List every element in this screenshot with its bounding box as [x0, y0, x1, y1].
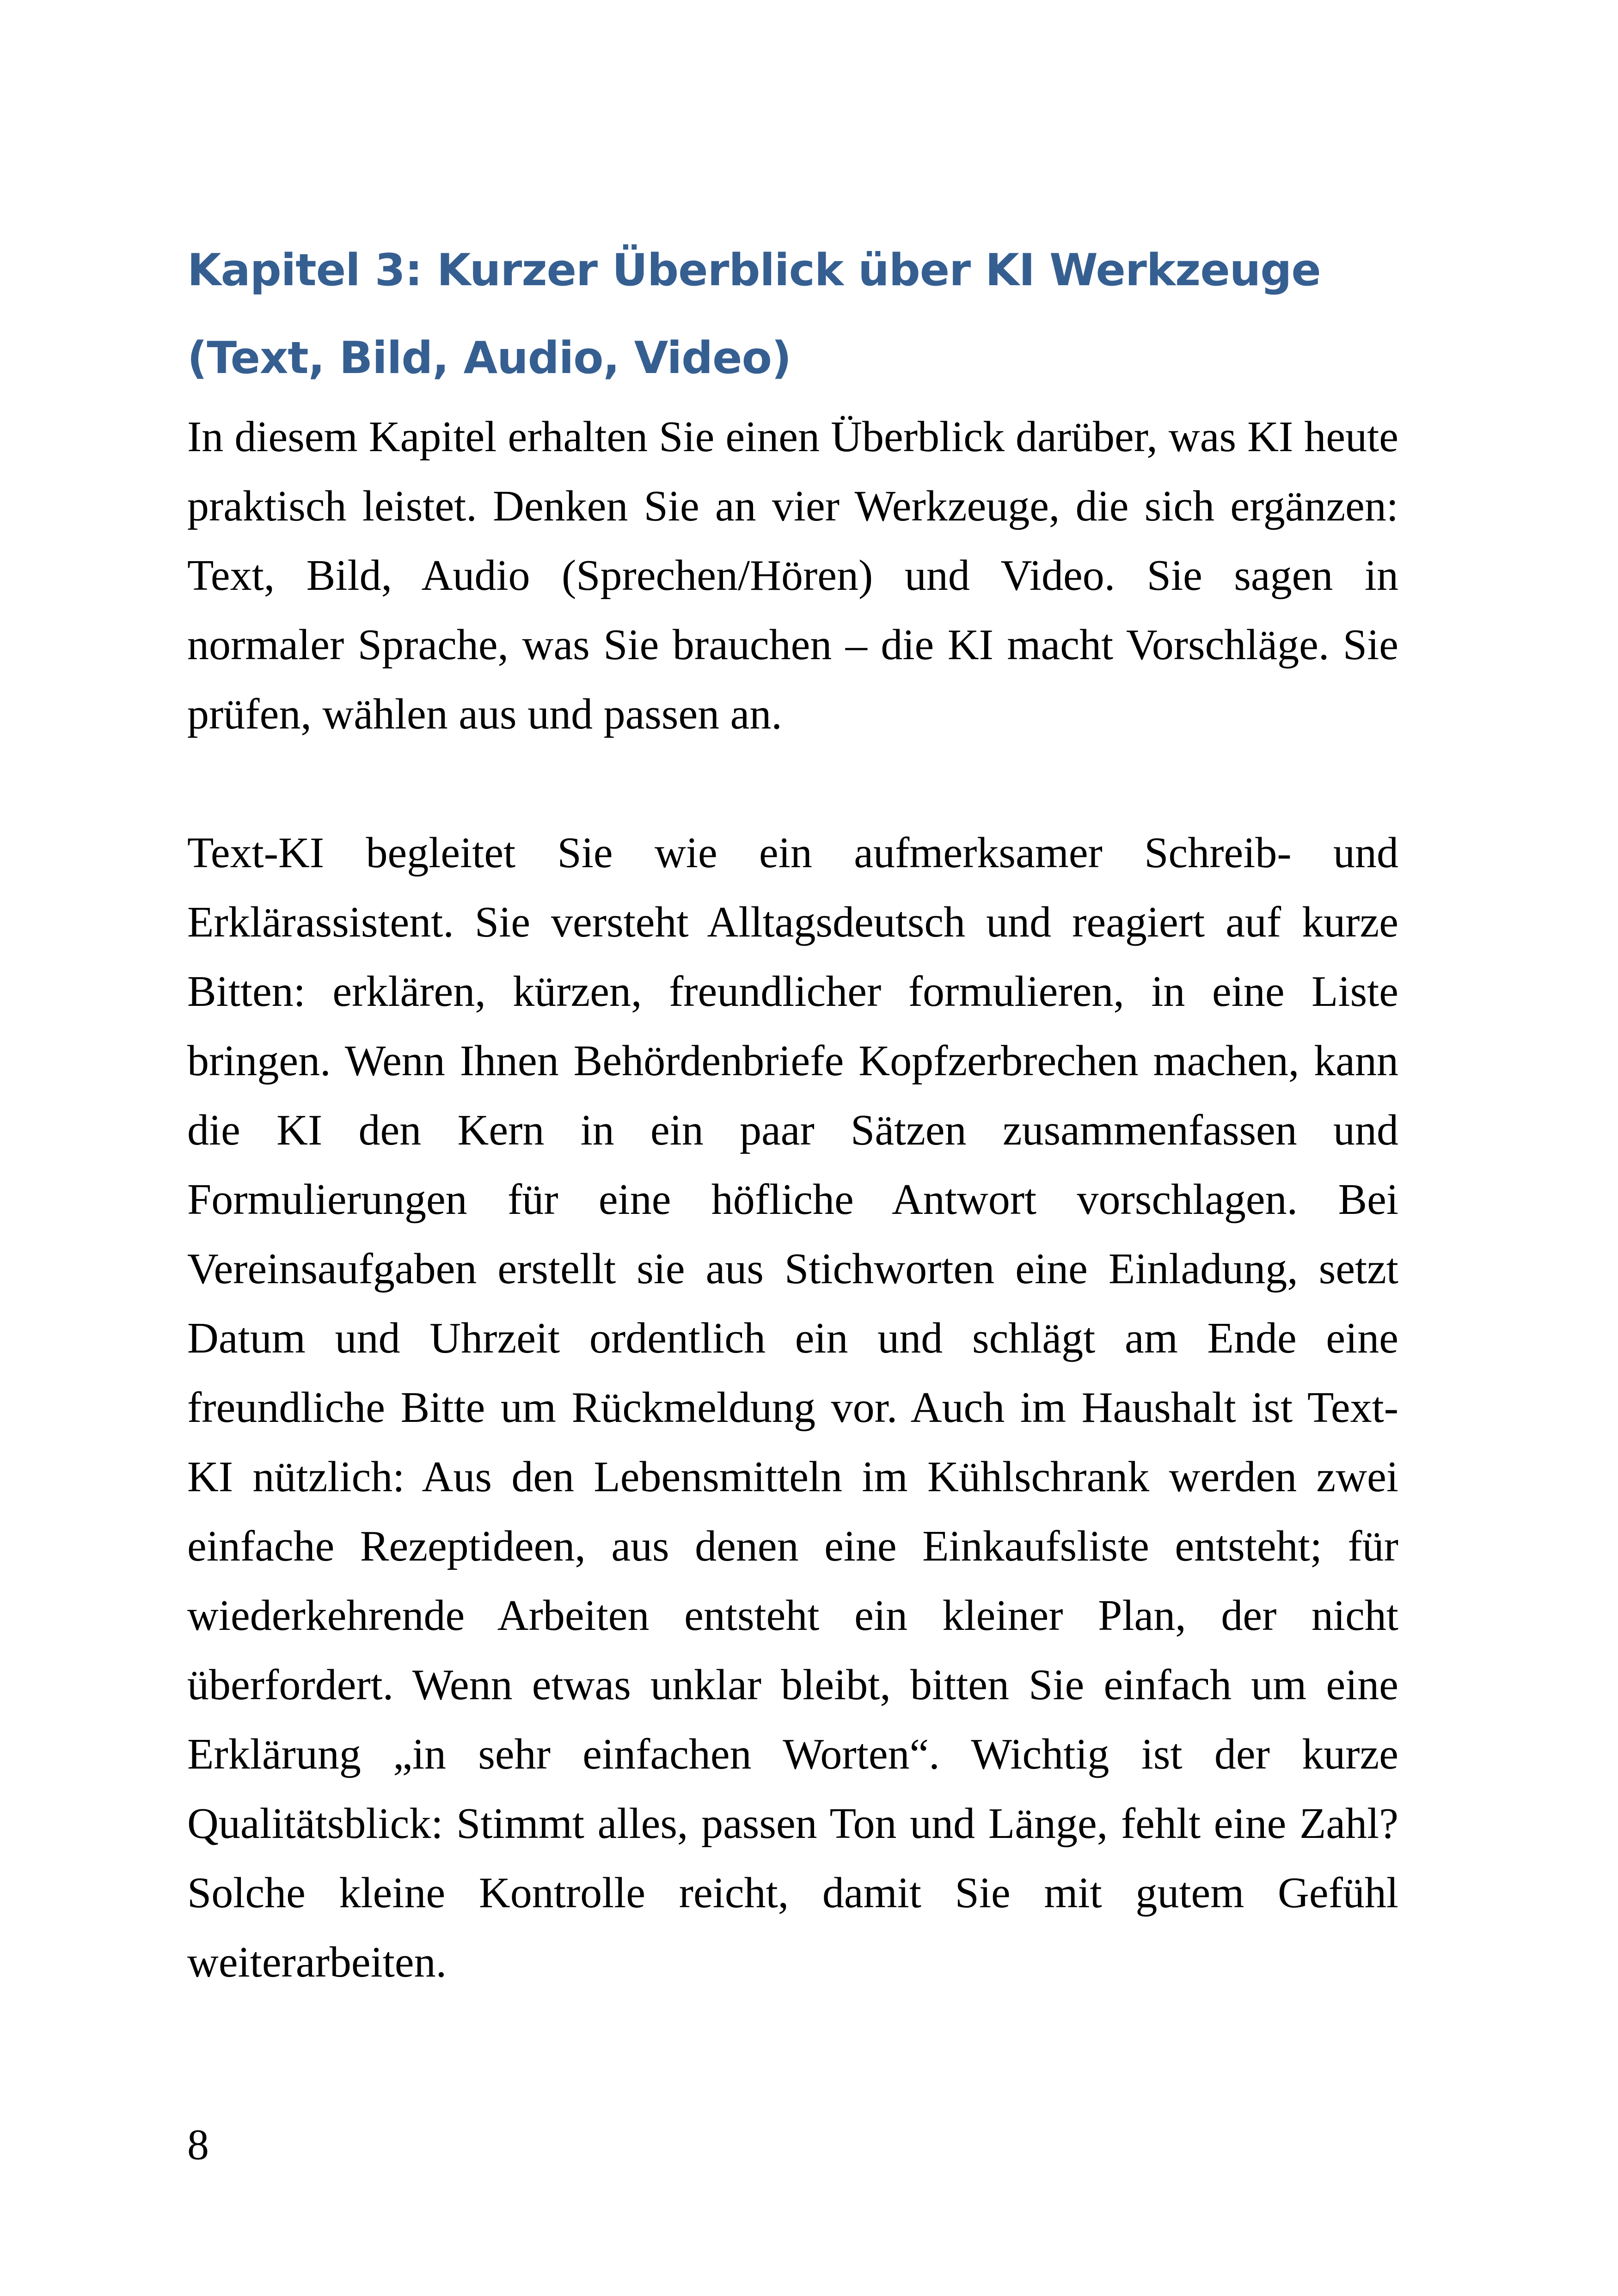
intro-paragraph: In diesem Kapitel erhalten Sie einen Überblick darüber, was KI heute praktisch leistet. Denken Sie an vier Werkzeuge, die sich ergänzen: Text, Bild, Audio (Sprechen/Hören) und Video. Sie sagen in normaler Sprache, was Sie brauchen – die KI macht Vorschläge. Sie prüfen, wählen aus und passen an.	[187, 413, 1398, 738]
page-content	[187, 227, 1398, 1997]
page-number: 8	[187, 2121, 209, 2169]
chapter-heading: Kapitel 3: Kurzer Überblick über KI Werkzeuge (Text, Bild, Audio, Video)	[187, 245, 1321, 384]
text-ki-paragraph: Text-KI begleitet Sie wie ein aufmerksamer Schreib- und Erklärassistent. Sie versteht Alltagsdeutsch und reagiert auf kurze Bitten: erklären, kürzen, freundlicher formulieren, in eine Liste bringen. Wenn Ihnen Behördenbriefe Kopfzerbrechen machen, kann die KI den Kern in ein paar Sätzen zusammenfassen und Formulierungen für eine höfliche Antwort vorschlagen. Bei Vereinsaufgaben erstellt sie aus Stichworten eine Einladung, setzt Datum und Uhrzeit ordentlich ein und schlägt am Ende eine freundliche Bitte um Rückmeldung vor. Auch im Haushalt ist Text-KI nützlich: Aus den Lebensmitteln im Kühlschrank werden zwei einfache Rezeptideen, aus denen eine Einkaufsliste entsteht; für wiederkehrende Arbeiten entsteht ein kleiner Plan, der nicht überfordert. Wenn etwas unklar bleibt, bitten Sie einfach um eine Erklärung „in sehr einfachen Worten“. Wichtig ist der kurze Qualitätsblick: Stimmt alles, passen Ton und Länge, fehlt eine Zahl? Solche kleine Kontrolle reicht, damit Sie mit gutem Gefühl weiterarbeiten.	[187, 829, 1398, 1986]
